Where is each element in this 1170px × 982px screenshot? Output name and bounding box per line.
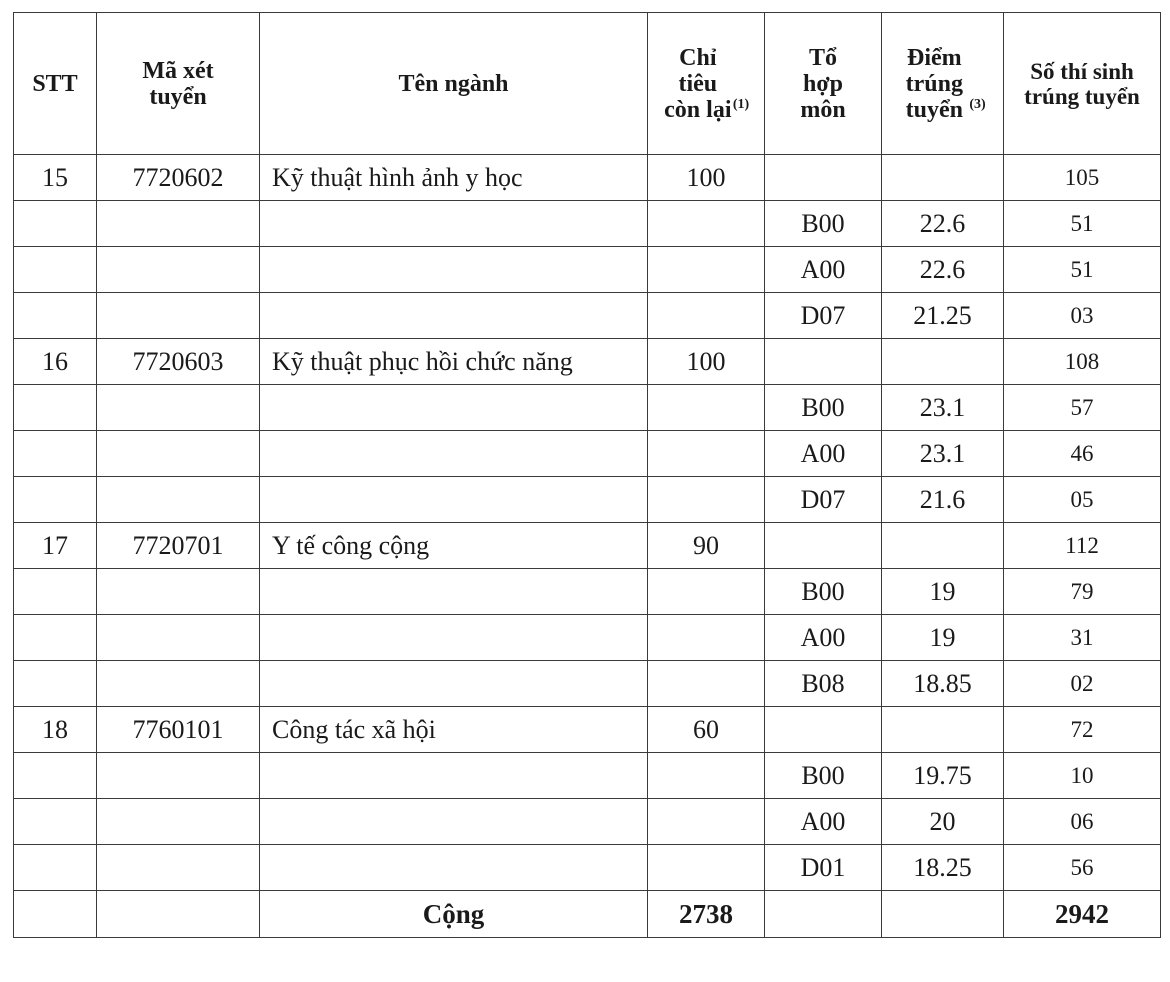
quota-cell: [648, 247, 765, 293]
code-cell: 7720603: [97, 339, 260, 385]
header-chi-tieu-label: Chỉ tiêu còn lại: [664, 44, 732, 123]
cutoff-score-cell: 18.25: [882, 845, 1004, 891]
stt-cell: 17: [14, 523, 97, 569]
table-row: [14, 201, 1161, 247]
subject-combo-cell: [765, 707, 882, 753]
cutoff-score-cell: [882, 523, 1004, 569]
stt-cell: 15: [14, 155, 97, 201]
code-cell: [97, 385, 260, 431]
subject-combo-cell: B00: [765, 569, 882, 615]
subject-combo-cell: D07: [765, 293, 882, 339]
code-cell: [97, 615, 260, 661]
stt-cell: [14, 293, 97, 339]
subject-combo-cell: A00: [765, 247, 882, 293]
code-cell: [97, 477, 260, 523]
table-row: [14, 339, 1161, 385]
header-chi-tieu: [648, 13, 765, 155]
major-name-cell: [260, 431, 648, 477]
major-name-cell: Kỹ thuật phục hồi chức năng: [260, 339, 648, 385]
header-diem-note: (3): [969, 96, 986, 112]
code-cell: [97, 569, 260, 615]
subject-combo-cell: A00: [765, 431, 882, 477]
subject-combo-cell: D01: [765, 845, 882, 891]
subject-combo-cell: B00: [765, 753, 882, 799]
total-row: [14, 891, 1161, 938]
major-name-cell: [260, 247, 648, 293]
admitted-count-cell: 108: [1004, 339, 1161, 385]
admitted-count-cell: 02: [1004, 661, 1161, 707]
admitted-count-cell: 06: [1004, 799, 1161, 845]
table-row: [14, 615, 1161, 661]
table-row: [14, 845, 1161, 891]
code-cell: [97, 247, 260, 293]
cutoff-score-cell: 23.1: [882, 385, 1004, 431]
cutoff-score-cell: 22.6: [882, 201, 1004, 247]
code-cell: [97, 293, 260, 339]
admitted-count-cell: 31: [1004, 615, 1161, 661]
cutoff-score-cell: 20: [882, 799, 1004, 845]
stt-cell: [14, 753, 97, 799]
stt-cell: [14, 247, 97, 293]
table-row: [14, 155, 1161, 201]
table-body: [14, 155, 1161, 891]
header-stt-label: STT: [32, 70, 78, 97]
code-cell: 7760101: [97, 707, 260, 753]
admitted-count-cell: 79: [1004, 569, 1161, 615]
header-diem-trung-tuyen-label: Điểm trúng tuyển: [905, 44, 963, 123]
subject-combo-cell: B00: [765, 385, 882, 431]
admitted-count-cell: 51: [1004, 201, 1161, 247]
total-score-cell: [882, 891, 1004, 938]
code-cell: [97, 799, 260, 845]
header-ma-xet-tuyen-label: Mã xét tuyển: [142, 57, 214, 110]
stt-cell: [14, 201, 97, 247]
table-row: [14, 799, 1161, 845]
code-cell: 7720701: [97, 523, 260, 569]
header-so-thi-sinh: [1004, 13, 1161, 155]
table-row: [14, 293, 1161, 339]
cutoff-score-cell: 21.25: [882, 293, 1004, 339]
quota-cell: [648, 753, 765, 799]
quota-cell: [648, 845, 765, 891]
header-diem-trung-tuyen: [882, 13, 1004, 155]
stt-cell: [14, 615, 97, 661]
quota-cell: 60: [648, 707, 765, 753]
stt-cell: [14, 569, 97, 615]
total-label: Cộng: [260, 891, 648, 938]
cutoff-score-cell: [882, 707, 1004, 753]
major-name-cell: [260, 661, 648, 707]
table-row: [14, 707, 1161, 753]
header-ten-nganh-label: Tên ngành: [398, 70, 509, 97]
header-stt: [14, 13, 97, 155]
header-to-hop-mon: [765, 13, 882, 155]
stt-cell: [14, 477, 97, 523]
major-name-cell: [260, 385, 648, 431]
stt-cell: [14, 431, 97, 477]
major-name-cell: Công tác xã hội: [260, 707, 648, 753]
admitted-count-cell: 72: [1004, 707, 1161, 753]
quota-cell: 100: [648, 155, 765, 201]
stt-cell: [14, 385, 97, 431]
table-row: [14, 661, 1161, 707]
admitted-count-cell: 57: [1004, 385, 1161, 431]
stt-cell: [14, 799, 97, 845]
quota-cell: [648, 615, 765, 661]
code-cell: [97, 845, 260, 891]
subject-combo-cell: [765, 155, 882, 201]
total-count: 2942: [1004, 891, 1161, 938]
quota-cell: 100: [648, 339, 765, 385]
admitted-count-cell: 105: [1004, 155, 1161, 201]
table-row: [14, 477, 1161, 523]
cutoff-score-cell: 19: [882, 569, 1004, 615]
header-chi-tieu-note: (1): [732, 96, 750, 112]
admitted-count-cell: 112: [1004, 523, 1161, 569]
quota-cell: [648, 569, 765, 615]
quota-cell: [648, 799, 765, 845]
subject-combo-cell: B08: [765, 661, 882, 707]
header-row: [14, 13, 1161, 155]
admitted-count-cell: 46: [1004, 431, 1161, 477]
major-name-cell: [260, 845, 648, 891]
subject-combo-cell: [765, 523, 882, 569]
major-name-cell: [260, 615, 648, 661]
table-row: [14, 247, 1161, 293]
subject-combo-cell: B00: [765, 201, 882, 247]
major-name-cell: [260, 477, 648, 523]
total-stt-cell: [14, 891, 97, 938]
major-name-cell: Y tế công cộng: [260, 523, 648, 569]
cutoff-score-cell: 22.6: [882, 247, 1004, 293]
total-code-cell: [97, 891, 260, 938]
quota-cell: [648, 293, 765, 339]
quota-cell: [648, 431, 765, 477]
quota-cell: 90: [648, 523, 765, 569]
header-to-hop-mon-label: Tổ hợp môn: [800, 44, 846, 123]
code-cell: 7720602: [97, 155, 260, 201]
admitted-count-cell: 51: [1004, 247, 1161, 293]
stt-cell: 18: [14, 707, 97, 753]
stt-cell: 16: [14, 339, 97, 385]
cutoff-score-cell: 18.85: [882, 661, 1004, 707]
cutoff-score-cell: 23.1: [882, 431, 1004, 477]
quota-cell: [648, 201, 765, 247]
table-row: [14, 523, 1161, 569]
cutoff-score-cell: [882, 339, 1004, 385]
cutoff-score-cell: 19.75: [882, 753, 1004, 799]
code-cell: [97, 201, 260, 247]
major-name-cell: [260, 569, 648, 615]
cutoff-score-cell: 21.6: [882, 477, 1004, 523]
stt-cell: [14, 845, 97, 891]
major-name-cell: [260, 201, 648, 247]
subject-combo-cell: A00: [765, 799, 882, 845]
quota-cell: [648, 385, 765, 431]
cutoff-score-cell: [882, 155, 1004, 201]
table-row: [14, 569, 1161, 615]
table-row: [14, 431, 1161, 477]
subject-combo-cell: [765, 339, 882, 385]
code-cell: [97, 431, 260, 477]
subject-combo-cell: D07: [765, 477, 882, 523]
subject-combo-cell: A00: [765, 615, 882, 661]
total-combo-cell: [765, 891, 882, 938]
admitted-count-cell: 56: [1004, 845, 1161, 891]
stt-cell: [14, 661, 97, 707]
header-so-thi-sinh-label: Số thí sinh trúng tuyển: [1024, 58, 1140, 109]
admitted-count-cell: 05: [1004, 477, 1161, 523]
total-quota: 2738: [648, 891, 765, 938]
major-name-cell: [260, 799, 648, 845]
major-name-cell: [260, 293, 648, 339]
table-row: [14, 385, 1161, 431]
code-cell: [97, 753, 260, 799]
cutoff-score-cell: 19: [882, 615, 1004, 661]
admitted-count-cell: 03: [1004, 293, 1161, 339]
header-ten-nganh: [260, 13, 648, 155]
major-name-cell: Kỹ thuật hình ảnh y học: [260, 155, 648, 201]
header-ma-xet-tuyen: [97, 13, 260, 155]
table-row: [14, 753, 1161, 799]
quota-cell: [648, 661, 765, 707]
code-cell: [97, 661, 260, 707]
admissions-table: [13, 12, 1161, 938]
admitted-count-cell: 10: [1004, 753, 1161, 799]
major-name-cell: [260, 753, 648, 799]
quota-cell: [648, 477, 765, 523]
